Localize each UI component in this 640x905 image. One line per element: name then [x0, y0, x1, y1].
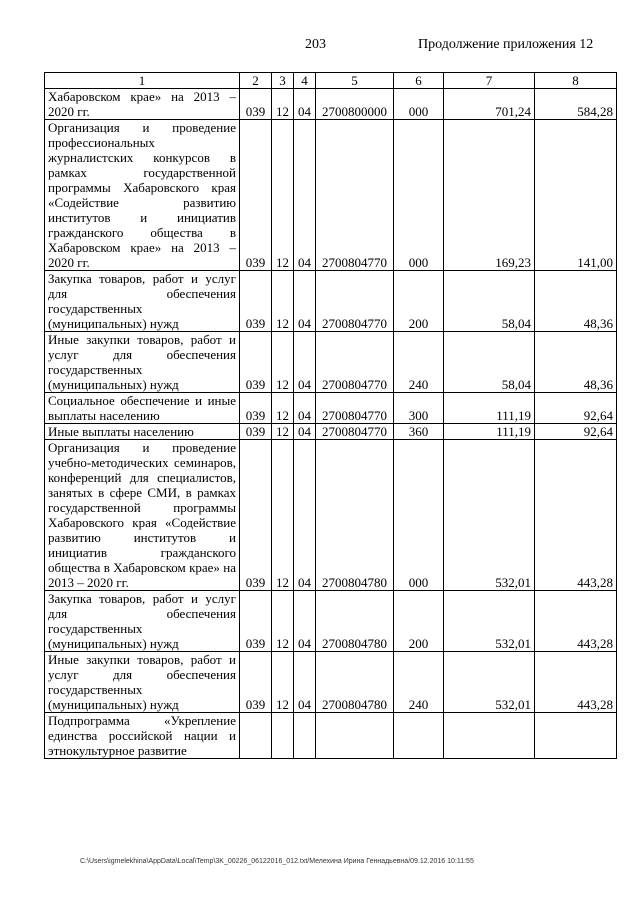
table-row — [45, 424, 617, 440]
code-cell: 12 — [272, 652, 294, 713]
amount-cell: 58,04 — [444, 271, 535, 332]
column-header: 8 — [535, 73, 617, 89]
code-cell: 039 — [240, 89, 272, 120]
code-cell: 12 — [272, 120, 294, 271]
code-cell: 240 — [394, 652, 444, 713]
amount-cell: 584,28 — [535, 89, 617, 120]
item-name: Иные выплаты населению — [45, 424, 240, 440]
code-cell: 300 — [394, 393, 444, 424]
item-name: Закупка товаров, работ и услуг для обеспечения государственных (муниципальных) нужд — [45, 271, 240, 332]
code-cell: 12 — [272, 89, 294, 120]
amount-cell: 48,36 — [535, 332, 617, 393]
code-cell: 200 — [394, 271, 444, 332]
code-cell: 04 — [294, 652, 316, 713]
continuation-label: Продолжение приложения 12 — [418, 37, 594, 52]
code-cell — [240, 713, 272, 759]
code-cell: 2700804770 — [316, 120, 394, 271]
code-cell: 240 — [394, 332, 444, 393]
amount-cell: 92,64 — [535, 393, 617, 424]
code-cell: 12 — [272, 393, 294, 424]
item-name: Организация и проведение профессиональных журналистских конкурсов в рамках государственной программы Хабаровского края «Содействие развитию институтов и инициатив гражданского общества в Хабаровском крае» на 2013 – 2020 гг. — [45, 120, 240, 271]
amount-cell: 443,28 — [535, 591, 617, 652]
table-row — [45, 271, 617, 332]
code-cell: 04 — [294, 591, 316, 652]
amount-cell: 532,01 — [444, 652, 535, 713]
code-cell — [394, 713, 444, 759]
amount-cell: 58,04 — [444, 332, 535, 393]
item-name: Подпрограмма «Укрепление единства российской нации и этнокультурное развитие — [45, 713, 240, 759]
code-cell: 039 — [240, 332, 272, 393]
code-cell: 04 — [294, 332, 316, 393]
column-header: 2 — [240, 73, 272, 89]
item-name: Иные закупки товаров, работ и услуг для обеспечения государственных (муниципальных) нужд — [45, 652, 240, 713]
code-cell: 2700804770 — [316, 332, 394, 393]
code-cell: 12 — [272, 591, 294, 652]
table-row — [45, 120, 617, 271]
item-name: Иные закупки товаров, работ и услуг для обеспечения государственных (муниципальных) нужд — [45, 332, 240, 393]
amount-cell: 92,64 — [535, 424, 617, 440]
code-cell: 2700804770 — [316, 271, 394, 332]
column-header: 1 — [45, 73, 240, 89]
code-cell: 039 — [240, 393, 272, 424]
amount-cell: 48,36 — [535, 271, 617, 332]
table-row — [45, 591, 617, 652]
page-number: 203 — [305, 37, 326, 52]
code-cell: 039 — [240, 424, 272, 440]
amount-cell: 532,01 — [444, 440, 535, 591]
amount-cell: 141,00 — [535, 120, 617, 271]
column-header: 4 — [294, 73, 316, 89]
amount-cell — [444, 713, 535, 759]
code-cell: 039 — [240, 440, 272, 591]
code-cell: 04 — [294, 271, 316, 332]
table-row — [45, 652, 617, 713]
column-header: 6 — [394, 73, 444, 89]
code-cell: 04 — [294, 89, 316, 120]
code-cell: 039 — [240, 271, 272, 332]
code-cell: 2700804770 — [316, 424, 394, 440]
amount-cell: 443,28 — [535, 440, 617, 591]
code-cell: 04 — [294, 393, 316, 424]
column-header: 5 — [316, 73, 394, 89]
code-cell: 2700804780 — [316, 591, 394, 652]
budget-table — [44, 72, 617, 759]
code-cell: 12 — [272, 332, 294, 393]
amount-cell: 532,01 — [444, 591, 535, 652]
code-cell: 000 — [394, 89, 444, 120]
file-path-footer: C:\Users\igmelekhina\AppData\Local\Temp\3K_00226_06122016_012.txt/Мелехина Ирина Геннадьевна/09.12.2016 10:11:55 — [80, 858, 474, 865]
code-cell: 360 — [394, 424, 444, 440]
code-cell — [272, 713, 294, 759]
item-name: Социальное обеспечение и иные выплаты населению — [45, 393, 240, 424]
item-name: Закупка товаров, работ и услуг для обеспечения государственных (муниципальных) нужд — [45, 591, 240, 652]
amount-cell: 443,28 — [535, 652, 617, 713]
table-row — [45, 332, 617, 393]
item-name: Хабаровском крае» на 2013 – 2020 гг. — [45, 89, 240, 120]
code-cell: 12 — [272, 424, 294, 440]
column-header: 3 — [272, 73, 294, 89]
amount-cell: 111,19 — [444, 393, 535, 424]
table-row — [45, 393, 617, 424]
code-cell: 2700804770 — [316, 393, 394, 424]
header-row — [45, 73, 617, 89]
table-row — [45, 440, 617, 591]
code-cell: 2700804780 — [316, 652, 394, 713]
amount-cell — [535, 713, 617, 759]
code-cell: 200 — [394, 591, 444, 652]
code-cell — [316, 713, 394, 759]
code-cell: 12 — [272, 440, 294, 591]
code-cell: 039 — [240, 652, 272, 713]
code-cell: 039 — [240, 120, 272, 271]
code-cell: 04 — [294, 120, 316, 271]
code-cell: 2700804780 — [316, 440, 394, 591]
item-name: Организация и проведение учебно-методических семинаров, конференций для специалистов, занятых в сфере СМИ, в рамках государственной программы Хабаровского края «Содействие развитию институтов и инициатив гражданского общества в Хабаровском крае» на 2013 – 2020 гг. — [45, 440, 240, 591]
column-header: 7 — [444, 73, 535, 89]
code-cell: 039 — [240, 591, 272, 652]
code-cell: 2700800000 — [316, 89, 394, 120]
code-cell: 04 — [294, 440, 316, 591]
code-cell: 000 — [394, 120, 444, 271]
table-row — [45, 89, 617, 120]
code-cell: 12 — [272, 271, 294, 332]
amount-cell: 111,19 — [444, 424, 535, 440]
code-cell: 000 — [394, 440, 444, 591]
table-row — [45, 713, 617, 759]
code-cell — [294, 713, 316, 759]
code-cell: 04 — [294, 424, 316, 440]
amount-cell: 701,24 — [444, 89, 535, 120]
amount-cell: 169,23 — [444, 120, 535, 271]
